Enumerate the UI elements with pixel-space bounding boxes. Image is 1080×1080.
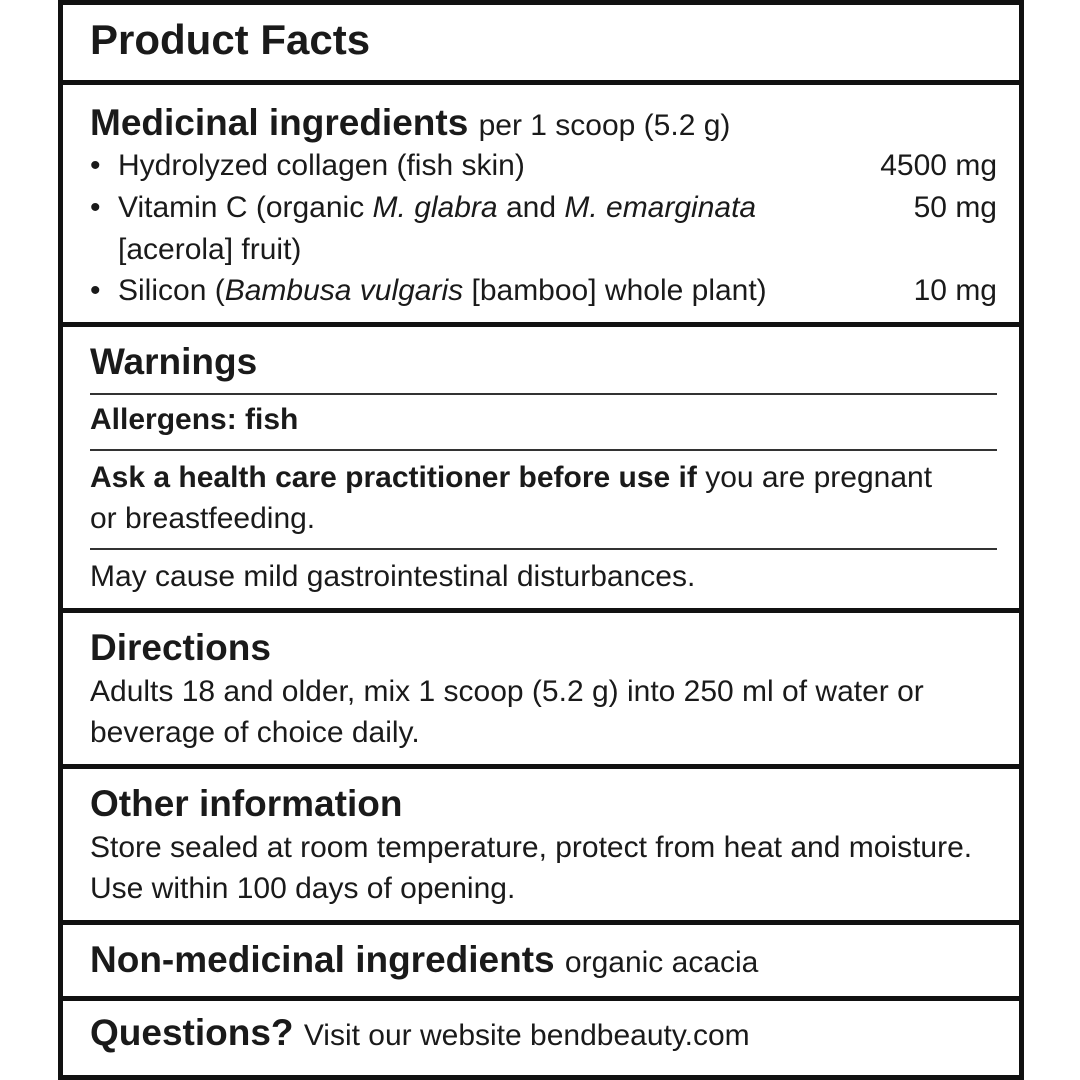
directions-heading: Directions <box>90 627 271 668</box>
divider <box>63 322 1019 327</box>
questions-text: Visit our website bendbeauty.com <box>303 1019 750 1052</box>
directions-text: Adults 18 and older, mix 1 scoop (5.2 g) into 250 ml of water or beverage of choice daily. <box>90 675 924 749</box>
side-effects-text: May cause mild gastrointestinal disturbances. <box>90 560 696 593</box>
bullet-icon: • <box>90 274 101 307</box>
ingredient-name <box>118 270 837 311</box>
medicinal-heading <box>90 101 730 148</box>
ingredient-name-part: and <box>497 191 565 224</box>
ingredient-latin-name: M. glabra <box>372 191 498 224</box>
ingredient-name-part: Vitamin C (organic <box>118 191 373 224</box>
product-facts-panel <box>58 0 1024 1080</box>
divider <box>63 608 1019 613</box>
other-info-text: Store sealed at room temperature, protect from heat and moisture. Use within 100 days of opening. <box>90 831 973 905</box>
nonmedicinal-text: organic acacia <box>564 946 759 979</box>
bullet-icon: • <box>90 149 101 182</box>
ingredient-amount: 50 mg <box>913 191 997 224</box>
ingredient-name-part: Silicon ( <box>118 274 225 307</box>
nonmedicinal-heading <box>90 938 758 985</box>
ingredient-latin-name: Bambusa vulgaris <box>224 274 464 307</box>
serving-size: per 1 scoop (5.2 g) <box>478 109 731 142</box>
bullet-icon: • <box>90 191 101 224</box>
ingredient-amount: 4500 mg <box>880 149 997 182</box>
thin-divider <box>90 393 997 395</box>
ingredient-name <box>118 187 797 228</box>
ingredient-amount: 10 mg <box>913 274 997 307</box>
practitioner-warning <box>90 457 959 539</box>
page-title: Product Facts <box>90 16 371 63</box>
warnings-heading: Warnings <box>90 341 258 382</box>
bottom-rule <box>63 1075 1019 1080</box>
divider <box>63 996 1019 1001</box>
medicinal-heading-label: Medicinal ingredients <box>90 102 469 143</box>
ingredient-name: Hydrolyzed collagen (fish skin) <box>118 149 525 182</box>
questions-heading <box>90 1011 750 1058</box>
practitioner-warning-bold: Ask a health care practitioner before use if <box>90 461 697 494</box>
divider <box>63 920 1019 925</box>
ingredient-latin-name: M. emarginata <box>564 191 757 224</box>
top-rule <box>63 0 1019 5</box>
ingredient-name-part: [bamboo] whole plant) <box>463 274 767 307</box>
divider <box>63 764 1019 769</box>
practitioner-warning-rest: you are pregnant or breastfeeding. <box>90 461 933 535</box>
nonmedicinal-heading-label: Non-medicinal ingredients <box>90 939 555 980</box>
allergens-text: Allergens: fish <box>90 403 299 436</box>
questions-heading-label: Questions? <box>90 1012 294 1053</box>
ingredient-name-continued: [acerola] fruit) <box>118 233 302 266</box>
divider <box>63 80 1019 85</box>
other-info-heading: Other information <box>90 783 403 824</box>
thin-divider <box>90 449 997 451</box>
thin-divider <box>90 548 997 550</box>
